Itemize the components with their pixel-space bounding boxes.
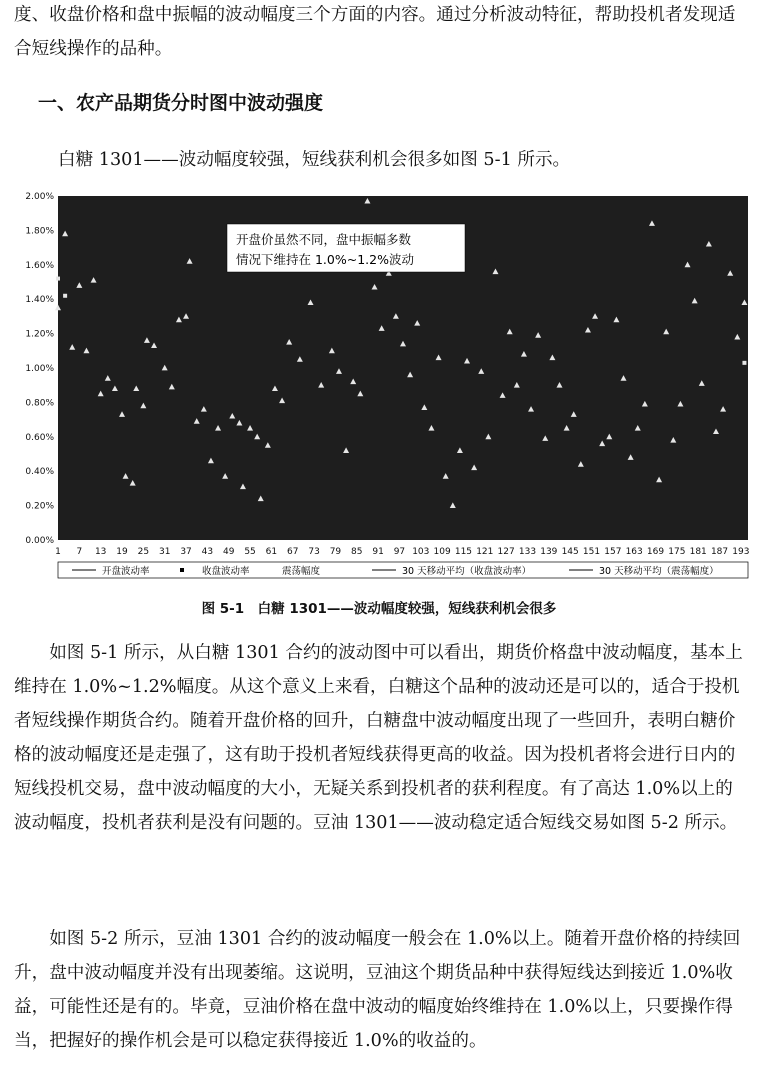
y-tick-label: 1.40% (25, 295, 54, 306)
x-tick-label: 97 (393, 547, 406, 557)
x-tick-label: 19 (116, 547, 128, 557)
x-tick-label: 169 (646, 547, 665, 557)
y-tick-label: 2.00% (25, 192, 54, 202)
top-paragraph: 度、收盘价格和盘中振幅的波动幅度三个方面的内容。通过分析波动特征，帮助投机者发现适合短线操作的品种。 (14, 5, 736, 59)
x-tick-label: 187 (710, 547, 729, 557)
intro-line: 白糖 1301——波动幅度较强，短线获利机会很多如图 5-1 所示。 (58, 150, 571, 170)
x-tick-label: 121 (476, 547, 494, 557)
x-tick-label: 49 (222, 547, 235, 557)
x-tick-label: 157 (604, 547, 622, 557)
legend-label: 开盘波动率 (102, 566, 150, 577)
x-tick-label: 73 (308, 547, 320, 557)
y-tick-label: 0.40% (25, 467, 54, 478)
x-tick-label: 55 (244, 547, 256, 557)
x-tick-label: 175 (668, 547, 686, 557)
x-tick-label: 163 (625, 547, 643, 557)
legend-marker (180, 568, 184, 572)
x-tick-label: 91 (372, 547, 384, 557)
x-tick-label: 139 (540, 547, 558, 557)
volatility-chart (14, 188, 754, 588)
x-tick-label: 85 (351, 547, 363, 557)
y-tick-label: 0.80% (25, 398, 54, 409)
x-tick-label: 13 (94, 547, 107, 557)
x-tick-label: 67 (287, 547, 299, 557)
chart-figure (14, 188, 754, 588)
legend-label: 震荡幅度 (282, 566, 321, 577)
close-volatility-point (56, 277, 60, 281)
y-tick-label: 0.00% (25, 536, 54, 546)
annotation-text: 开盘价虽然不同，盘中振幅多数 (236, 232, 412, 247)
y-tick-label: 0.20% (25, 501, 54, 512)
x-tick-label: 31 (158, 547, 171, 557)
y-tick-label: 1.20% (25, 329, 54, 340)
annotation-text: 情况下维持在 1.0%~1.2%波动 (236, 252, 414, 267)
legend-label: 收盘波动率 (202, 566, 250, 577)
x-tick-label: 193 (732, 547, 750, 557)
close-volatility-point (742, 361, 746, 365)
y-tick-label: 1.60% (25, 260, 54, 271)
x-tick-label: 151 (582, 547, 601, 557)
x-tick-label: 103 (412, 547, 430, 557)
x-tick-label: 181 (689, 547, 707, 557)
x-tick-label: 79 (329, 547, 342, 557)
x-tick-label: 145 (561, 547, 579, 557)
y-tick-label: 1.80% (25, 226, 54, 237)
x-tick-label: 43 (201, 547, 214, 557)
x-tick-label: 1 (55, 547, 61, 557)
x-tick-label: 25 (137, 547, 150, 557)
x-tick-label: 61 (265, 547, 278, 557)
x-tick-label: 109 (433, 547, 451, 557)
figure-caption: 图 5-1 白糖 1301——波动幅度较强，短线获利机会很多 (201, 601, 557, 617)
legend-label: 30 天移动平均（收盘波动率） (402, 566, 532, 577)
x-tick-label: 37 (180, 547, 192, 557)
x-tick-label: 115 (454, 547, 473, 557)
legend-label: 30 天移动平均（震荡幅度） (599, 566, 719, 577)
y-tick-label: 1.00% (25, 364, 54, 374)
paragraph-1: 如图 5-1 所示，从白糖 1301 合约的波动图中可以看出，期货价格盘中波动幅度，基本上维持在 1.0%~1.2%幅度。从这个意义上来看，白糖这个品种的波动还是可以的，适合于投机者短线操作期货合约。随着开盘价格的回升，白糖盘中波动幅度出现了一些回升，表明白糖价格的波动幅度还是走强了，这有助于投机者短线获得更高的收益。因为投机者将会进行日内的短线投机交易，盘中波动幅度的大小，无疑关系到投机者的获利程度。有了高达 1.0%以上的波动幅度，投机者获利是没有问题的。豆油 1301——波动稳定适合短线交易如图 5-2 所示。 (14, 643, 743, 833)
paragraph-2: 如图 5-2 所示，豆油 1301 合约的波动幅度一般会在 1.0%以上。随着开盘价格的持续回升，盘中波动幅度并没有出现萎缩。这说明，豆油这个期货品种中获得短线达到接近 1.0%收益，可能性还是有的。毕竟，豆油价格在盘中波动的幅度始终维持在 1.0%以上，只要操作得当，把握好的操作机会是可以稳定获得接近 1.0%的收益的。 (14, 929, 741, 1051)
section-heading: 一、农产品期货分时图中波动强度 (38, 92, 324, 114)
close-volatility-point (63, 294, 67, 298)
x-tick-label: 133 (518, 547, 537, 557)
y-tick-label: 0.60% (25, 432, 54, 443)
x-tick-label: 127 (497, 547, 515, 557)
x-tick-label: 7 (76, 547, 83, 557)
